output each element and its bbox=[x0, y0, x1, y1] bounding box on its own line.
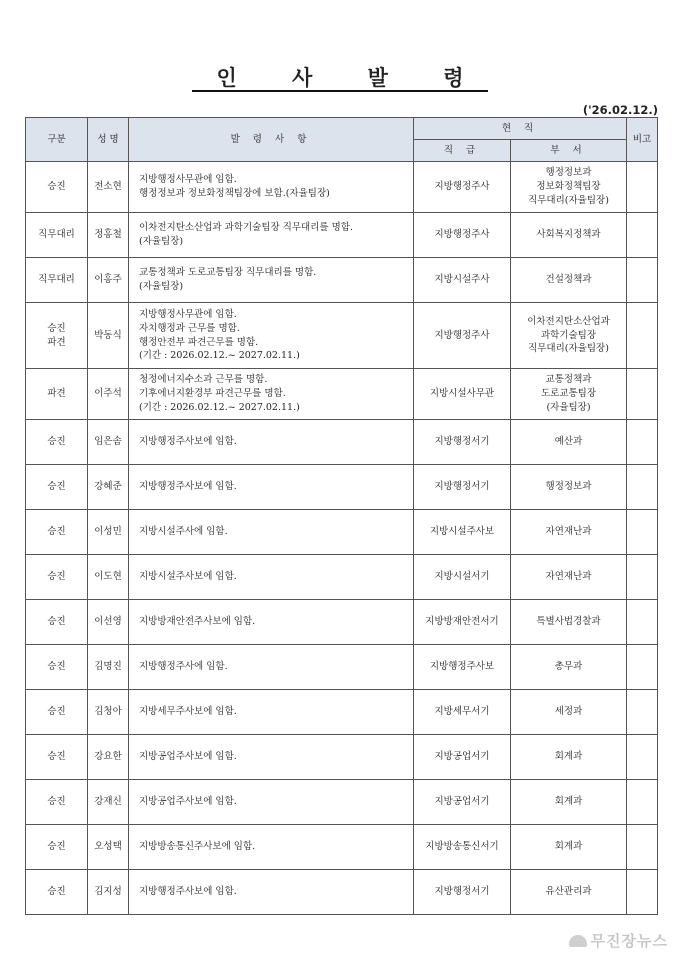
table-row bbox=[26, 735, 658, 780]
category-cell bbox=[26, 420, 88, 465]
table-row bbox=[26, 303, 658, 369]
remarks-cell bbox=[627, 600, 658, 645]
cell-line: 승진 bbox=[47, 841, 66, 853]
rank-cell bbox=[414, 465, 511, 510]
cell-line: 특별사법경찰과 bbox=[536, 616, 601, 628]
cell-line: 지방방재안전주사보에 임함. bbox=[139, 616, 256, 628]
cell-line: (자율팀장) bbox=[546, 401, 591, 413]
name-cell: 강혜준 bbox=[88, 465, 129, 510]
header-category: 구분 bbox=[26, 118, 88, 162]
table-row bbox=[26, 162, 658, 213]
table-row bbox=[26, 258, 658, 303]
header-rank: 직 급 bbox=[414, 140, 511, 162]
cell-line: 지방공업서기 bbox=[434, 796, 490, 808]
name-cell: 임은솜 bbox=[88, 420, 129, 465]
cell-line: 지방방재안전서기 bbox=[425, 616, 499, 628]
appointment-table bbox=[25, 117, 658, 915]
rank-cell bbox=[414, 213, 511, 258]
cell-line: (자율팀장) bbox=[139, 281, 184, 292]
table-row bbox=[26, 555, 658, 600]
cell-line: 지방행정서기 bbox=[434, 436, 490, 448]
category-cell bbox=[26, 213, 88, 258]
department-cell bbox=[511, 162, 627, 213]
remarks-cell bbox=[627, 303, 658, 369]
cell-line: 승진 bbox=[47, 322, 66, 334]
name-cell: 김명진 bbox=[88, 645, 129, 690]
cell-line: 도로교통팀장 bbox=[540, 388, 597, 400]
category-cell bbox=[26, 780, 88, 825]
rank-cell bbox=[414, 735, 511, 780]
cell-line: 직무대리(자율팀장) bbox=[528, 194, 609, 206]
cell-line: 지방행정주사 bbox=[434, 329, 490, 341]
category-cell bbox=[26, 465, 88, 510]
category-cell bbox=[26, 735, 88, 780]
cell-line: 회계과 bbox=[554, 841, 583, 853]
remarks-cell bbox=[627, 258, 658, 303]
content-cell bbox=[129, 870, 414, 915]
rank-cell bbox=[414, 303, 511, 369]
content-cell bbox=[129, 600, 414, 645]
table-row bbox=[26, 645, 658, 690]
cell-line: 지방행정주사보에 임함. bbox=[139, 886, 237, 898]
remarks-cell bbox=[627, 510, 658, 555]
cell-line: 지방행정주사 bbox=[434, 229, 490, 241]
department-cell bbox=[511, 645, 627, 690]
cell-line: 승진 bbox=[47, 436, 66, 448]
rank-cell bbox=[414, 645, 511, 690]
cell-line: 승진 bbox=[47, 706, 66, 718]
header-name: 성 명 bbox=[88, 118, 129, 162]
remarks-cell bbox=[627, 213, 658, 258]
table-row bbox=[26, 825, 658, 870]
cell-line: 파견 bbox=[47, 388, 66, 400]
table-row bbox=[26, 870, 658, 915]
header-current: 현 직 bbox=[414, 118, 627, 140]
rank-cell bbox=[414, 369, 511, 420]
cell-line: 지방공업주사보에 임함. bbox=[139, 796, 237, 808]
cell-line: 자연재난과 bbox=[545, 571, 592, 583]
remarks-cell bbox=[627, 690, 658, 735]
watermark-logo-icon bbox=[569, 935, 587, 947]
cell-line: 직무대리(자율팀장) bbox=[528, 343, 609, 355]
cell-line: 지방시설주사에 임함. bbox=[139, 526, 228, 538]
cell-line: 승진 bbox=[47, 616, 66, 628]
category-cell bbox=[26, 555, 88, 600]
table-row bbox=[26, 465, 658, 510]
remarks-cell bbox=[627, 465, 658, 510]
cell-line: 지방방송통신서기 bbox=[425, 841, 499, 853]
cell-line: 승진 bbox=[47, 571, 66, 583]
cell-line: 행정정보과 bbox=[545, 481, 592, 493]
cell-line: 지방행정사무관에 임함. bbox=[139, 174, 237, 186]
content-cell bbox=[129, 825, 414, 870]
cell-line: 직무대리 bbox=[38, 229, 75, 241]
rank-cell bbox=[414, 780, 511, 825]
category-cell bbox=[26, 303, 88, 369]
cell-line: 지방행정주사보에 임함. bbox=[139, 436, 237, 448]
cell-line: 사회복지정책과 bbox=[536, 229, 601, 241]
name-cell: 이홍주 bbox=[88, 258, 129, 303]
category-cell bbox=[26, 369, 88, 420]
cell-line: (자율팀장) bbox=[139, 236, 184, 247]
category-cell bbox=[26, 825, 88, 870]
rank-cell bbox=[414, 258, 511, 303]
remarks-cell bbox=[627, 825, 658, 870]
watermark: 무진장뉴스 bbox=[569, 930, 668, 951]
name-cell: 이성민 bbox=[88, 510, 129, 555]
cell-line: 지방공업서기 bbox=[434, 751, 490, 763]
content-cell bbox=[129, 690, 414, 735]
department-cell bbox=[511, 555, 627, 600]
content-cell bbox=[129, 303, 414, 369]
remarks-cell bbox=[627, 870, 658, 915]
rank-cell bbox=[414, 690, 511, 735]
rank-cell bbox=[414, 162, 511, 213]
cell-line: 지방시설서기 bbox=[434, 571, 490, 583]
cell-line: 자치행정과 근무를 명함. bbox=[139, 322, 240, 334]
cell-line: 이차전지탄소산업과 bbox=[527, 315, 610, 327]
cell-line: 지방행정사무관에 임함. bbox=[139, 308, 237, 320]
name-cell: 오성택 bbox=[88, 825, 129, 870]
cell-line: 승진 bbox=[47, 751, 66, 763]
department-cell bbox=[511, 510, 627, 555]
cell-line: 지방행정주사에 임함. bbox=[139, 661, 228, 673]
content-cell bbox=[129, 780, 414, 825]
table-row bbox=[26, 510, 658, 555]
cell-line: 지방행정주사보에 임함. bbox=[139, 481, 237, 493]
cell-line: 승진 bbox=[47, 481, 66, 493]
cell-line: 유산관리과 bbox=[545, 886, 592, 898]
cell-line: 지방공업주사보에 임함. bbox=[139, 751, 237, 763]
cell-line: 이차전지탄소산업과 과학기술팀장 직무대리를 명함. bbox=[139, 222, 353, 234]
cell-line: 정보화정책팀장 bbox=[536, 181, 601, 193]
cell-line: 지방행정서기 bbox=[434, 481, 490, 493]
department-cell bbox=[511, 465, 627, 510]
cell-line: 예산과 bbox=[554, 436, 583, 448]
table-row bbox=[26, 780, 658, 825]
name-cell: 강요한 bbox=[88, 735, 129, 780]
header-content: 발 령 사 항 bbox=[129, 118, 414, 162]
remarks-cell bbox=[627, 645, 658, 690]
name-cell: 김지성 bbox=[88, 870, 129, 915]
remarks-cell bbox=[627, 420, 658, 465]
category-cell bbox=[26, 510, 88, 555]
department-cell bbox=[511, 735, 627, 780]
name-cell: 이도현 bbox=[88, 555, 129, 600]
department-cell bbox=[511, 420, 627, 465]
cell-line: 행정정보과 정보화정책팀장에 보함.(자율팀장) bbox=[139, 188, 330, 199]
category-cell bbox=[26, 258, 88, 303]
content-cell bbox=[129, 645, 414, 690]
content-cell bbox=[129, 258, 414, 303]
remarks-cell bbox=[627, 555, 658, 600]
department-cell bbox=[511, 870, 627, 915]
department-cell bbox=[511, 369, 627, 420]
cell-line: 지방시설주사보 bbox=[429, 526, 495, 538]
content-cell bbox=[129, 555, 414, 600]
cell-line: 행정안전부 파견근무를 명함. bbox=[139, 336, 259, 348]
cell-line: (기간 : 2026.02.12.~ 2027.02.11.) bbox=[139, 350, 300, 362]
rank-cell bbox=[414, 600, 511, 645]
name-cell: 전소현 bbox=[88, 162, 129, 213]
name-cell: 김청아 bbox=[88, 690, 129, 735]
header-department: 부 서 bbox=[511, 140, 627, 162]
name-cell: 이주석 bbox=[88, 369, 129, 420]
category-cell bbox=[26, 162, 88, 213]
cell-line: 회계과 bbox=[554, 796, 583, 808]
content-cell bbox=[129, 735, 414, 780]
remarks-cell bbox=[627, 735, 658, 780]
appointment-rows bbox=[26, 162, 658, 915]
cell-line: 승진 bbox=[47, 526, 66, 538]
department-cell bbox=[511, 690, 627, 735]
table-row bbox=[26, 690, 658, 735]
remarks-cell bbox=[627, 780, 658, 825]
content-cell bbox=[129, 420, 414, 465]
department-cell bbox=[511, 825, 627, 870]
cell-line: 지방세무서기 bbox=[434, 706, 490, 718]
cell-line: 승진 bbox=[47, 796, 66, 808]
cell-line: (기간 : 2026.02.12.~ 2027.02.11.) bbox=[139, 401, 300, 413]
table-row bbox=[26, 213, 658, 258]
remarks-cell bbox=[627, 162, 658, 213]
issue-date: ('26.02.12.) bbox=[582, 103, 658, 117]
category-cell bbox=[26, 690, 88, 735]
cell-line: 지방행정주사보 bbox=[429, 661, 495, 673]
cell-line: 교통정책과 도로교통팀장 직무대리를 명함. bbox=[139, 267, 317, 279]
content-cell bbox=[129, 510, 414, 555]
department-cell bbox=[511, 258, 627, 303]
cell-line: 세정과 bbox=[554, 706, 583, 718]
table-row bbox=[26, 369, 658, 420]
name-cell: 이선영 bbox=[88, 600, 129, 645]
cell-line: 파견 bbox=[47, 336, 66, 348]
cell-line: 승진 bbox=[47, 886, 66, 898]
content-cell bbox=[129, 162, 414, 213]
department-cell bbox=[511, 303, 627, 369]
cell-line: 자연재난과 bbox=[545, 526, 592, 538]
cell-line: 지방시설주사보에 임함. bbox=[139, 571, 237, 583]
cell-line: 승진 bbox=[47, 661, 66, 673]
cell-line: 직무대리 bbox=[38, 274, 75, 286]
rank-cell bbox=[414, 555, 511, 600]
content-cell bbox=[129, 213, 414, 258]
cell-line: 지방시설사무관 bbox=[429, 388, 495, 400]
table-row bbox=[26, 600, 658, 645]
cell-line: 지방행정주사 bbox=[434, 181, 490, 193]
category-cell bbox=[26, 870, 88, 915]
cell-line: 청정에너지수소과 근무를 명함. bbox=[139, 374, 268, 386]
cell-line: 과학기술팀장 bbox=[540, 329, 597, 341]
cell-line: 회계과 bbox=[554, 751, 583, 763]
name-cell: 박동식 bbox=[88, 303, 129, 369]
rank-cell bbox=[414, 825, 511, 870]
cell-line: 총무과 bbox=[554, 661, 583, 673]
department-cell bbox=[511, 213, 627, 258]
cell-line: 기후에너지환경부 파견근무를 명함. bbox=[139, 388, 286, 400]
rank-cell bbox=[414, 510, 511, 555]
cell-line: 건설정책과 bbox=[545, 274, 592, 286]
cell-line: 교통정책과 bbox=[545, 374, 592, 386]
rank-cell bbox=[414, 420, 511, 465]
cell-line: 행정정보과 bbox=[545, 167, 592, 179]
document-title: 인 사 발 령 bbox=[0, 62, 680, 92]
cell-line: 지방세무주사보에 임함. bbox=[139, 706, 237, 718]
header-remarks: 비고 bbox=[627, 118, 658, 162]
table-row bbox=[26, 420, 658, 465]
department-cell bbox=[511, 780, 627, 825]
remarks-cell bbox=[627, 369, 658, 420]
content-cell bbox=[129, 465, 414, 510]
cell-line: 지방행정서기 bbox=[434, 886, 490, 898]
name-cell: 정홍철 bbox=[88, 213, 129, 258]
content-cell bbox=[129, 369, 414, 420]
department-cell bbox=[511, 600, 627, 645]
rank-cell bbox=[414, 870, 511, 915]
name-cell: 강재신 bbox=[88, 780, 129, 825]
category-cell bbox=[26, 645, 88, 690]
cell-line: 지방방송통신주사보에 임함. bbox=[139, 841, 256, 853]
category-cell bbox=[26, 600, 88, 645]
cell-line: 지방시설주사 bbox=[434, 274, 490, 286]
cell-line: 승진 bbox=[47, 181, 66, 193]
